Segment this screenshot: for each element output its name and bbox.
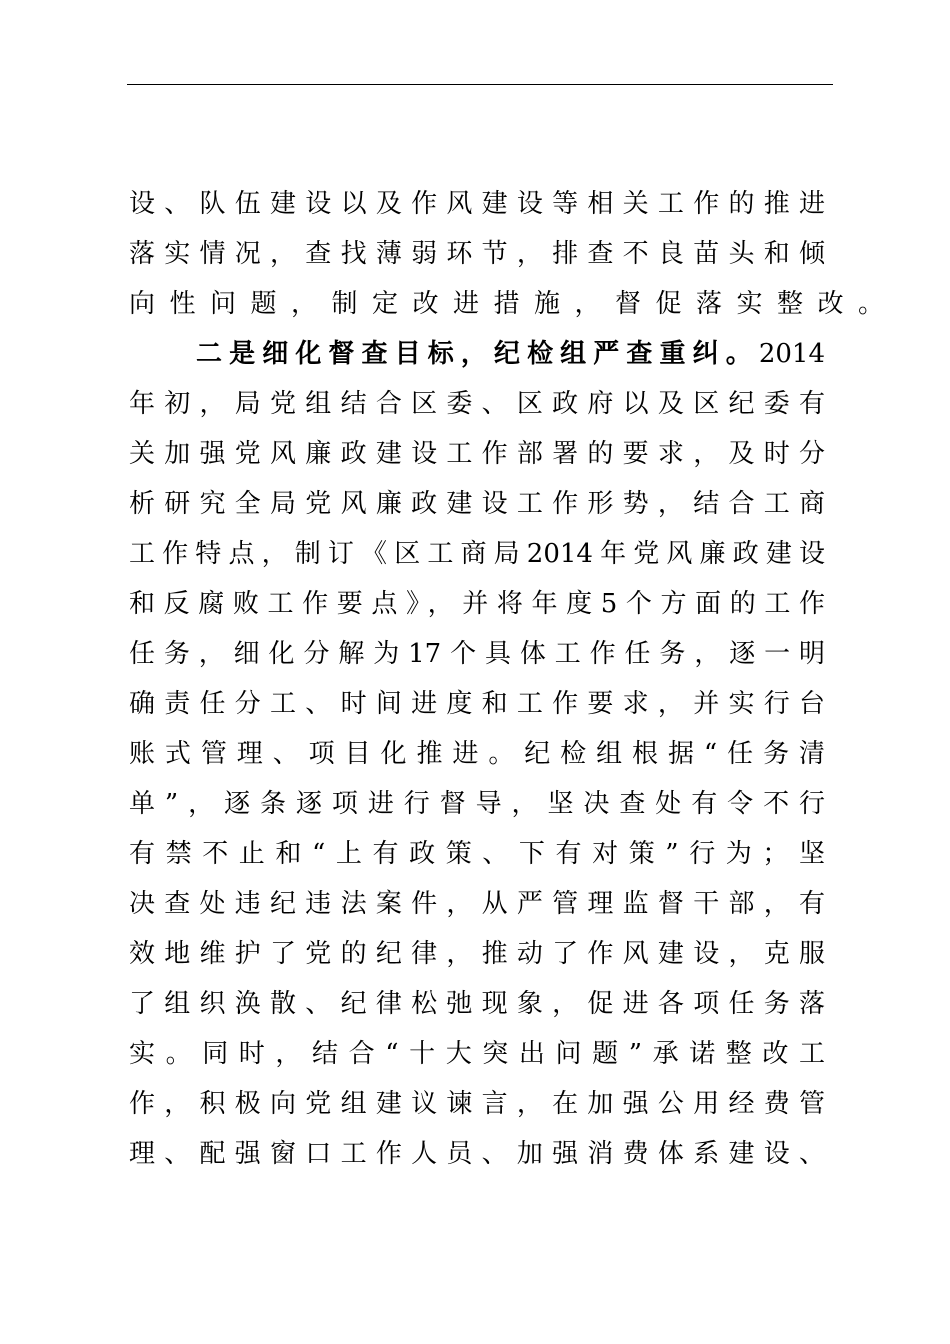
paragraph2-line: 效地维护了党的纪律，推动了作风建设，克服 (129, 939, 825, 969)
paragraph2-line: 关加强党风廉政建设工作部署的要求，及时分 (129, 439, 825, 469)
paragraph2-line: 有禁不止和“上有政策、下有对策”行为；坚 (129, 839, 825, 869)
paragraph2-line: 作，积极向党组建议谏言，在加强公用经费管 (129, 1089, 825, 1119)
paragraph2-first-line (196, 334, 825, 374)
paragraph1-line-3: 向性问题，制定改进措施，督促落实整改。 (129, 289, 899, 319)
paragraph2-line: 理、配强窗口工作人员、加强消费体系建设、 (129, 1139, 825, 1169)
paragraph2-line: 单”，逐条逐项进行督导，坚决查处有令不行 (129, 789, 825, 819)
paragraph2-heading: 二是细化督查目标，纪检组严查重纠。 (196, 339, 759, 369)
paragraph2-line: 工作特点，制订《区工商局2014年党风廉政建设 (129, 539, 825, 569)
paragraph2-first-line-rest: 2014 (758, 339, 825, 369)
paragraph2-line: 决查处违纪违法案件，从严管理监督干部，有 (129, 889, 825, 919)
paragraph2-line: 析研究全局党风廉政建设工作形势，结合工商 (129, 489, 825, 519)
paragraph2-line: 年初，局党组结合区委、区政府以及区纪委有 (129, 389, 825, 419)
paragraph2-line: 和反腐败工作要点》，并将年度5个方面的工作 (129, 589, 825, 619)
paragraph2-line: 账式管理、项目化推进。纪检组根据“任务清 (129, 739, 825, 769)
paragraph2-line: 了组织涣散、纪律松弛现象，促进各项任务落 (129, 989, 825, 1019)
paragraph2-line: 任务，细化分解为17个具体工作任务，逐一明 (129, 639, 825, 669)
paragraph2-line: 实。同时，结合“十大突出问题”承诺整改工 (129, 1039, 825, 1069)
paragraph2-line: 确责任分工、时间进度和工作要求，并实行台 (129, 689, 825, 719)
paragraph1-line-2: 落实情况，查找薄弱环节，排查不良苗头和倾 (129, 239, 825, 269)
paragraph1-line-1: 设、队伍建设以及作风建设等相关工作的推进 (129, 189, 825, 219)
header-rule (127, 84, 833, 85)
